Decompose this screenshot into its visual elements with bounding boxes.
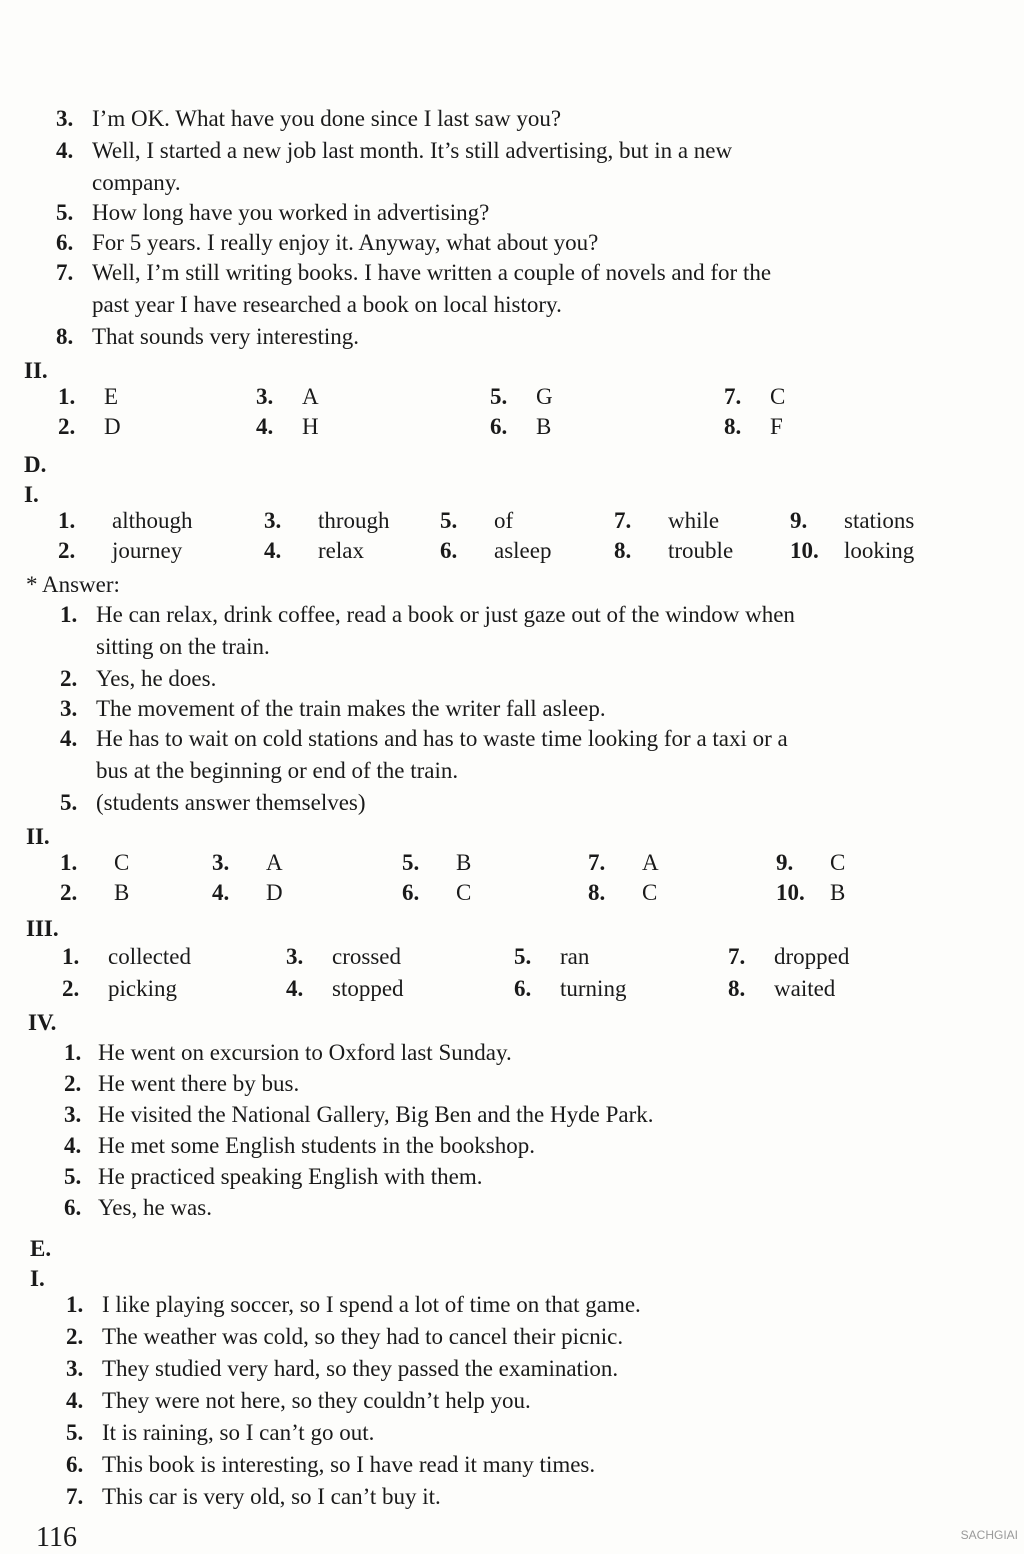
answer-value: E: [104, 384, 119, 409]
dialogue-line: [56, 228, 598, 258]
answer-line: [60, 664, 216, 694]
item-text: Well, I’m still writing books. I have written a couple of novels and for the: [92, 260, 772, 285]
item-text: They were not here, so they couldn’t help you.: [102, 1388, 531, 1413]
answer-value: C: [456, 880, 472, 905]
d3-grid-row: [0, 976, 1024, 1008]
answer-value: crossed: [332, 944, 401, 969]
item-number: 4.: [64, 1133, 82, 1158]
answer-cell: [62, 976, 177, 1002]
item-number: 6.: [66, 1452, 84, 1477]
answer-value: of: [494, 508, 514, 533]
d4-item: [64, 1131, 535, 1161]
answer-line: [60, 694, 606, 724]
item-number: 1.: [58, 508, 76, 533]
item-text: past year I have researched a book on local history.: [92, 292, 562, 317]
item-number: 3.: [264, 508, 282, 533]
item-number: 5.: [514, 944, 532, 969]
item-number: 4.: [56, 138, 74, 163]
answer-value: collected: [108, 944, 192, 969]
item-number: 6.: [402, 880, 420, 905]
answer-value: A: [302, 384, 319, 409]
item-number: 2.: [60, 880, 78, 905]
e1-item: [66, 1290, 641, 1320]
item-number: 9.: [790, 508, 808, 533]
item-text: This car is very old, so I can’t buy it.: [102, 1484, 441, 1509]
answer-cell: [58, 538, 182, 564]
item-text: The movement of the train makes the writer fall asleep.: [96, 696, 606, 721]
item-text: For 5 years. I really enjoy it. Anyway, what about you?: [92, 230, 599, 255]
answer-cell: [614, 508, 719, 534]
item-number: 4.: [60, 726, 78, 751]
item-text: This book is interesting, so I have read it many times.: [102, 1452, 596, 1477]
answer-value: journey: [112, 538, 183, 563]
answer-cell: [514, 944, 589, 970]
item-text: That sounds very interesting.: [92, 324, 360, 349]
item-number: 2.: [58, 538, 76, 563]
e1-item: [66, 1354, 618, 1384]
answer-value: waited: [774, 976, 836, 1001]
item-number: 10.: [790, 538, 819, 563]
item-number: 6.: [440, 538, 458, 563]
answer-cell: [286, 944, 401, 970]
item-number: 5.: [490, 384, 508, 409]
d1-grid-row: [0, 508, 1024, 540]
dialogue-line: [56, 168, 181, 198]
answer-value: C: [114, 850, 130, 875]
section-d3-label: III.: [26, 916, 59, 941]
answer-cell: [514, 976, 626, 1002]
answer-cell: [440, 508, 513, 534]
item-text: He can relax, drink coffee, read a book or just gaze out of the window when: [96, 602, 795, 627]
item-number: 4.: [256, 414, 274, 439]
item-number: 8.: [728, 976, 746, 1001]
item-number: 9.: [776, 850, 794, 875]
item-number: 3.: [256, 384, 274, 409]
answer-value: D: [266, 880, 283, 905]
item-text: bus at the beginning or end of the train.: [96, 758, 459, 783]
item-number: 5.: [60, 790, 78, 815]
item-number: 8.: [588, 880, 606, 905]
answer-value: F: [770, 414, 783, 439]
dialogue-line: [56, 104, 561, 134]
dialogue-line: [56, 258, 771, 288]
answer-cell: [490, 384, 553, 410]
answer-cell: [728, 976, 835, 1002]
c2-grid-row: [0, 414, 1024, 446]
d4-item: [64, 1038, 512, 1068]
item-number: 8.: [614, 538, 632, 563]
item-number: 2.: [64, 1071, 82, 1096]
answer-value: B: [830, 880, 846, 905]
section-d2-label: II.: [26, 824, 50, 849]
item-number: 5.: [402, 850, 420, 875]
item-number: 4.: [212, 880, 230, 905]
item-number: 2.: [62, 976, 80, 1001]
answer-cell: [60, 880, 129, 906]
answer-cell: [62, 944, 191, 970]
item-number: 10.: [776, 880, 805, 905]
item-number: 3.: [56, 106, 74, 131]
item-text: They studied very hard, so they passed the examination.: [102, 1356, 619, 1381]
item-number: 1.: [58, 384, 76, 409]
answer-value: C: [830, 850, 846, 875]
e1-item: [66, 1450, 595, 1480]
item-number: 5.: [440, 508, 458, 533]
item-number: 1.: [66, 1292, 84, 1317]
item-number: 7.: [614, 508, 632, 533]
answer-cell: [58, 414, 121, 440]
answer-cell: [60, 850, 129, 876]
answer-cell: [286, 976, 404, 1002]
page-number: 116: [36, 1522, 77, 1553]
answer-cell: [58, 508, 193, 534]
item-number: 1.: [60, 602, 78, 627]
answer-value: H: [302, 414, 319, 439]
answer-cell: [212, 850, 283, 876]
answer-value: stopped: [332, 976, 404, 1001]
item-number: 4.: [264, 538, 282, 563]
item-number: 8.: [56, 324, 74, 349]
item-number: 6.: [64, 1195, 82, 1220]
answer-cell: [724, 384, 785, 410]
answer-cell: [440, 538, 551, 564]
item-number: 5.: [56, 200, 74, 225]
answer-cell: [256, 414, 319, 440]
item-number: 7.: [588, 850, 606, 875]
answer-value: although: [112, 508, 193, 533]
d4-item: [64, 1162, 483, 1192]
answer-cell: [776, 850, 845, 876]
item-text: company.: [92, 170, 181, 195]
section-e-heading: E.: [30, 1236, 52, 1261]
answer-cell: [588, 850, 659, 876]
dialogue-line: [56, 290, 562, 320]
e1-item: [66, 1386, 531, 1416]
answer-value: looking: [844, 538, 915, 563]
item-number: 1.: [60, 850, 78, 875]
answer-cell: [588, 880, 657, 906]
item-number: 6.: [56, 230, 74, 255]
item-number: 1.: [62, 944, 80, 969]
item-number: 6.: [514, 976, 532, 1001]
item-number: 5.: [64, 1164, 82, 1189]
c2-grid-row: [0, 384, 1024, 416]
dialogue-line: [56, 136, 732, 166]
answer-label: * Answer:: [26, 572, 120, 597]
item-text: He went on excursion to Oxford last Sunday.: [98, 1040, 512, 1065]
section-d-heading: D.: [24, 452, 47, 477]
item-text: Well, I started a new job last month. It’s still advertising, but in a new: [92, 138, 733, 163]
item-number: 7.: [66, 1484, 84, 1509]
dialogue-line: [56, 322, 359, 352]
answer-line: [60, 788, 366, 818]
answer-value: C: [770, 384, 786, 409]
d2-grid-row: [0, 850, 1024, 882]
item-text: Yes, he was.: [98, 1195, 212, 1220]
section-d1-label: I.: [24, 482, 39, 507]
answer-cell: [256, 384, 319, 410]
item-text: The weather was cold, so they had to cancel their picnic.: [102, 1324, 624, 1349]
item-text: He met some English students in the bookshop.: [98, 1133, 535, 1158]
answer-cell: [58, 384, 118, 410]
answer-value: turning: [560, 976, 627, 1001]
item-number: 3.: [64, 1102, 82, 1127]
item-text: It is raining, so I can’t go out.: [102, 1420, 375, 1445]
answer-cell: [724, 414, 783, 440]
section-e1-label: I.: [30, 1266, 45, 1291]
item-text: He practiced speaking English with them.: [98, 1164, 483, 1189]
e1-item: [66, 1418, 374, 1448]
item-text: He went there by bus.: [98, 1071, 300, 1096]
item-number: 6.: [490, 414, 508, 439]
item-text: I’m OK. What have you done since I last saw you?: [92, 106, 562, 131]
answer-value: stations: [844, 508, 915, 533]
answer-line: [60, 600, 795, 630]
d4-item: [64, 1193, 212, 1223]
answer-value: B: [536, 414, 552, 439]
answer-cell: [264, 508, 390, 534]
answer-value: while: [668, 508, 720, 533]
item-number: 8.: [724, 414, 742, 439]
section-c2-label: II.: [24, 358, 48, 383]
answer-cell: [212, 880, 283, 906]
answer-value: G: [536, 384, 553, 409]
answer-line: [60, 724, 788, 754]
section-d4-label: IV.: [28, 1010, 57, 1035]
item-text: sitting on the train.: [96, 634, 270, 659]
answer-line: [60, 632, 270, 662]
e1-item: [66, 1482, 441, 1512]
answer-cell: [402, 880, 471, 906]
item-text: He visited the National Gallery, Big Ben and the Hyde Park.: [98, 1102, 654, 1127]
item-number: 4.: [66, 1388, 84, 1413]
e1-item: [66, 1322, 623, 1352]
item-number: 2.: [58, 414, 76, 439]
item-number: 5.: [66, 1420, 84, 1445]
item-number: 3.: [66, 1356, 84, 1381]
dialogue-line: [56, 198, 489, 228]
answer-value: trouble: [668, 538, 734, 563]
answer-value: D: [104, 414, 121, 439]
item-text: He has to wait on cold stations and has to waste time looking for a taxi or a: [96, 726, 788, 751]
answer-value: A: [266, 850, 283, 875]
d1-grid-row: [0, 538, 1024, 570]
answer-value: A: [642, 850, 659, 875]
item-number: 7.: [56, 260, 74, 285]
item-text: How long have you worked in advertising?: [92, 200, 490, 225]
watermark-logo: SACHGIAI: [960, 1528, 1018, 1542]
answer-cell: [776, 880, 845, 906]
item-text: (students answer themselves): [96, 790, 366, 815]
item-text: Yes, he does.: [96, 666, 217, 691]
answer-value: relax: [318, 538, 364, 563]
d3-grid-row: [0, 944, 1024, 976]
answer-cell: [402, 850, 471, 876]
answer-cell: [728, 944, 849, 970]
answer-cell: [614, 538, 733, 564]
answer-value: asleep: [494, 538, 552, 563]
answer-line: [60, 756, 458, 786]
item-text: I like playing soccer, so I spend a lot of time on that game.: [102, 1292, 641, 1317]
answer-value: C: [642, 880, 658, 905]
item-number: 7.: [728, 944, 746, 969]
item-number: 2.: [66, 1324, 84, 1349]
d4-item: [64, 1069, 299, 1099]
answer-value: through: [318, 508, 390, 533]
item-number: 3.: [60, 696, 78, 721]
d4-item: [64, 1100, 653, 1130]
answer-value: B: [114, 880, 130, 905]
answer-cell: [790, 538, 914, 564]
answer-value: ran: [560, 944, 590, 969]
item-number: 4.: [286, 976, 304, 1001]
item-number: 1.: [64, 1040, 82, 1065]
answer-value: picking: [108, 976, 177, 1001]
item-number: 2.: [60, 666, 78, 691]
answer-cell: [264, 538, 364, 564]
answer-cell: [790, 508, 914, 534]
item-number: 7.: [724, 384, 742, 409]
d2-grid-row: [0, 880, 1024, 912]
answer-cell: [490, 414, 551, 440]
item-number: 3.: [212, 850, 230, 875]
answer-value: dropped: [774, 944, 850, 969]
item-number: 3.: [286, 944, 304, 969]
answer-value: B: [456, 850, 472, 875]
